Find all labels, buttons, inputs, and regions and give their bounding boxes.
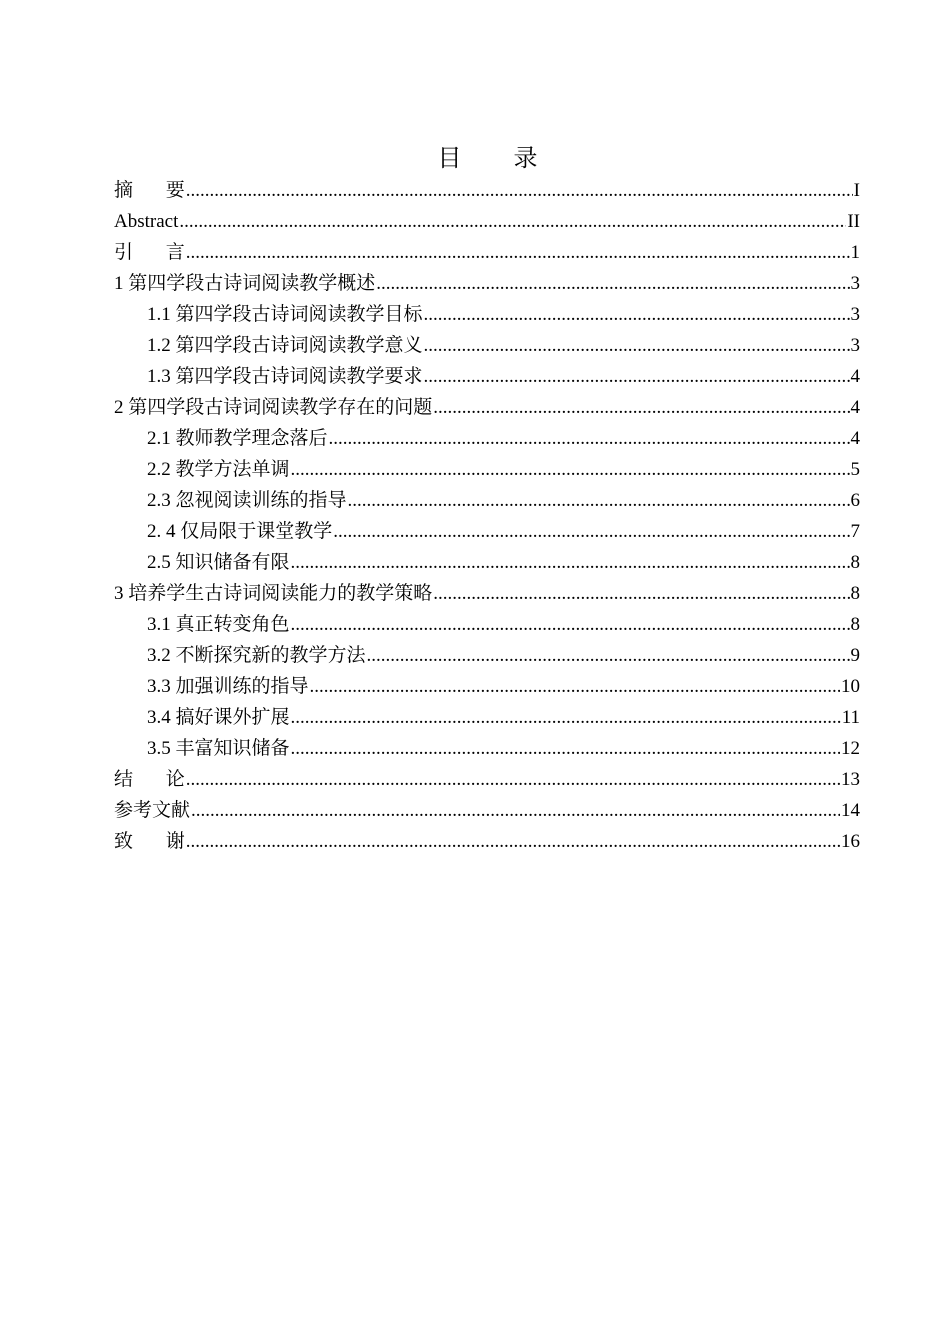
toc-dot-leader	[433, 392, 849, 423]
toc-entry-page-number: 3	[850, 335, 860, 356]
toc-title	[0, 142, 950, 174]
toc-entry-page-number: 7	[850, 521, 860, 542]
toc-dot-leader	[291, 609, 850, 640]
toc-dot-leader	[186, 764, 840, 795]
toc-entry-page-number: 14	[841, 800, 860, 821]
toc-entry-page-number: 16	[841, 831, 860, 852]
toc-entry-page-number: 3	[850, 273, 860, 294]
toc-entry-page-number: 8	[850, 552, 860, 573]
toc-dot-leader	[348, 485, 850, 516]
toc-dot-leader	[186, 826, 840, 857]
toc-entry-page-number: 10	[841, 676, 860, 697]
toc-entry-label: 1.2 第四学段古诗词阅读教学意义	[147, 335, 423, 356]
toc-dot-leader	[179, 206, 846, 237]
toc-entry-page-number: 9	[850, 645, 860, 666]
toc-dot-leader	[329, 423, 850, 454]
toc-entry-label: 3.3 加强训练的指导	[147, 676, 309, 697]
toc-dot-leader	[433, 578, 849, 609]
toc-title-right: 录	[513, 144, 538, 172]
toc-dot-leader	[291, 733, 840, 764]
toc-entry-label: Abstract	[114, 211, 179, 232]
toc-entry[interactable]	[114, 795, 860, 826]
toc-dot-leader	[367, 640, 850, 671]
toc-dot-leader	[191, 795, 840, 826]
toc-entry-label: 引 言	[114, 242, 199, 263]
toc-entry-label: 2.2 教学方法单调	[147, 459, 290, 480]
toc-entry[interactable]	[114, 392, 860, 423]
toc-entry-page-number: I	[853, 180, 860, 201]
toc-entry-page-number: 11	[841, 707, 860, 728]
toc-entry-label: 2.3 忽视阅读训练的指导	[147, 490, 347, 511]
toc-entry-page-number: 4	[850, 428, 860, 449]
toc-dot-leader	[291, 454, 850, 485]
toc-title-left: 目	[437, 144, 462, 172]
toc-entry[interactable]	[114, 702, 860, 733]
toc-dot-leader	[291, 702, 841, 733]
toc-entry-label: 3.5 丰富知识储备	[147, 738, 290, 759]
toc-entry-page-number: 12	[841, 738, 860, 759]
toc-dot-leader	[291, 547, 850, 578]
toc-entry-page-number: 4	[850, 366, 860, 387]
toc-entry-page-number: 8	[850, 614, 860, 635]
toc-entry[interactable]	[114, 609, 860, 640]
toc-entry-label: 2. 4 仅局限于课堂教学	[147, 521, 333, 542]
toc-entry[interactable]	[114, 578, 860, 609]
toc-entry[interactable]	[114, 516, 860, 547]
toc-entry[interactable]	[114, 547, 860, 578]
toc-entry[interactable]	[114, 361, 860, 392]
toc-entry-label: 2.5 知识储备有限	[147, 552, 290, 573]
toc-entry-label: 3 培养学生古诗词阅读能力的教学策略	[114, 583, 433, 604]
toc-entry[interactable]	[114, 485, 860, 516]
toc-entry-page-number: 13	[841, 769, 860, 790]
toc-entry-label: 参考文献	[114, 800, 191, 821]
toc-entry-label: 摘 要	[114, 180, 199, 201]
toc-dot-leader	[424, 299, 850, 330]
table-of-contents	[114, 175, 860, 857]
toc-dot-leader	[186, 237, 850, 268]
toc-entry-label: 2 第四学段古诗词阅读教学存在的问题	[114, 397, 433, 418]
toc-entry-page-number: 4	[850, 397, 860, 418]
toc-entry-label: 3.4 搞好课外扩展	[147, 707, 290, 728]
toc-entry-label: 结 论	[114, 769, 199, 790]
toc-entry[interactable]	[114, 206, 860, 237]
toc-entry[interactable]	[114, 671, 860, 702]
toc-entry[interactable]	[114, 299, 860, 330]
toc-entry[interactable]	[114, 826, 860, 857]
toc-dot-leader	[310, 671, 840, 702]
toc-dot-leader	[424, 361, 850, 392]
toc-dot-leader	[376, 268, 849, 299]
toc-entry[interactable]	[114, 454, 860, 485]
toc-entry-label: 2.1 教师教学理念落后	[147, 428, 328, 449]
toc-entry[interactable]	[114, 764, 860, 795]
toc-entry-label: 1.1 第四学段古诗词阅读教学目标	[147, 304, 423, 325]
toc-entry-label: 致 谢	[114, 831, 199, 852]
toc-entry-page-number: 6	[850, 490, 860, 511]
toc-entry-page-number: 1	[850, 242, 860, 263]
toc-entry-page-number: II	[847, 211, 860, 232]
toc-entry-page-number: 8	[850, 583, 860, 604]
toc-entry[interactable]	[114, 330, 860, 361]
toc-entry-page-number: 5	[850, 459, 860, 480]
toc-entry-label: 3.1 真正转变角色	[147, 614, 290, 635]
toc-entry[interactable]	[114, 237, 860, 268]
toc-entry[interactable]	[114, 268, 860, 299]
toc-entry[interactable]	[114, 175, 860, 206]
toc-dot-leader	[333, 516, 849, 547]
toc-dot-leader	[424, 330, 850, 361]
toc-entry-label: 3.2 不断探究新的教学方法	[147, 645, 366, 666]
toc-entry[interactable]	[114, 640, 860, 671]
toc-entry[interactable]	[114, 423, 860, 454]
toc-entry-label: 1.3 第四学段古诗词阅读教学要求	[147, 366, 423, 387]
toc-dot-leader	[186, 175, 853, 206]
toc-entry-label: 1 第四学段古诗词阅读教学概述	[114, 273, 376, 294]
toc-entry-page-number: 3	[850, 304, 860, 325]
toc-entry[interactable]	[114, 733, 860, 764]
